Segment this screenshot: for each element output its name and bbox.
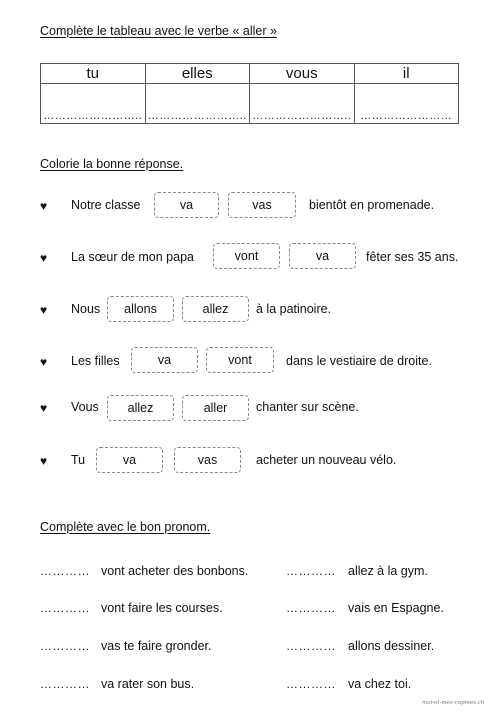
phrase-text: allez à la gym. xyxy=(348,564,428,578)
heart-bullet-icon: ♥ xyxy=(40,355,48,369)
pronoun-header: elles xyxy=(145,64,250,84)
heart-bullet-icon: ♥ xyxy=(40,251,48,265)
pronoun-blank[interactable]: ………… xyxy=(286,601,336,615)
sentence-end: bientôt en promenade. xyxy=(309,198,435,212)
answer-blank: …………………… xyxy=(360,110,453,122)
pronoun-blank[interactable]: ………… xyxy=(40,677,90,691)
answer-blank: …………………….. xyxy=(252,110,352,122)
sentence-end: acheter un nouveau vélo. xyxy=(256,453,397,467)
answer-blank: …………………….. xyxy=(43,110,143,122)
choice-button[interactable]: va xyxy=(154,192,219,218)
choice-button[interactable]: allez xyxy=(107,395,174,421)
answer-blank: …………………….. xyxy=(147,110,247,122)
pronoun-blank[interactable]: ………… xyxy=(286,677,336,691)
sentence-end: à la patinoire. xyxy=(256,302,332,316)
answer-cell[interactable] xyxy=(41,84,146,124)
heart-bullet-icon: ♥ xyxy=(40,303,48,317)
sentence-end: chanter sur scène. xyxy=(256,400,359,414)
sentence-start: Nous xyxy=(71,302,101,316)
sentence-end: fêter ses 35 ans. xyxy=(366,250,459,264)
choice-button[interactable]: va xyxy=(131,347,198,373)
sentence-start: Notre classe xyxy=(71,198,141,212)
heart-bullet-icon: ♥ xyxy=(40,454,48,468)
answer-cell[interactable] xyxy=(250,84,355,124)
choice-button[interactable]: vont xyxy=(213,243,280,269)
section1-title: Complète le tableau avec le verbe « aller » xyxy=(40,24,277,38)
sentence-start: La sœur de mon papa xyxy=(71,250,194,264)
pronoun-header: vous xyxy=(250,64,355,84)
heart-bullet-icon: ♥ xyxy=(40,401,48,415)
sentence-start: Tu xyxy=(71,453,86,467)
phrase-text: va rater son bus. xyxy=(101,677,195,691)
sentence-start: Les filles xyxy=(71,354,120,368)
pronoun-blank[interactable]: ………… xyxy=(286,639,336,653)
pronoun-blank[interactable]: ………… xyxy=(40,601,90,615)
phrase-text: allons dessiner. xyxy=(348,639,435,653)
pronoun-blank[interactable]: ………… xyxy=(40,564,90,578)
choice-button[interactable]: allez xyxy=(182,296,249,322)
pronoun-blank[interactable]: ………… xyxy=(40,639,90,653)
pronoun-header: il xyxy=(354,64,459,84)
phrase-text: vont acheter des bonbons. xyxy=(101,564,249,578)
phrase-text: vais en Espagne. xyxy=(348,601,444,615)
choice-button[interactable]: aller xyxy=(182,395,249,421)
choice-button[interactable]: allons xyxy=(107,296,174,322)
sentence-end: dans le vestiaire de droite. xyxy=(286,354,432,368)
heart-bullet-icon: ♥ xyxy=(40,199,48,213)
answer-cell[interactable] xyxy=(354,84,459,124)
choice-button[interactable]: va xyxy=(96,447,163,473)
pronoun-header: tu xyxy=(41,64,146,84)
section3-title: Complète avec le bon pronom. xyxy=(40,520,211,534)
choice-button[interactable]: va xyxy=(289,243,356,269)
site-credit: moi-et-mes-copines.ch xyxy=(422,700,485,706)
conjugation-table xyxy=(40,63,459,124)
choice-button[interactable]: vas xyxy=(174,447,241,473)
section2-title: Colorie la bonne réponse. xyxy=(40,157,184,171)
phrase-text: vont faire les courses. xyxy=(101,601,223,615)
phrase-text: va chez toi. xyxy=(348,677,412,691)
sentence-start: Vous xyxy=(71,400,99,414)
choice-button[interactable]: vont xyxy=(206,347,274,373)
phrase-text: vas te faire gronder. xyxy=(101,639,212,653)
answer-cell[interactable] xyxy=(145,84,250,124)
choice-button[interactable]: vas xyxy=(228,192,296,218)
pronoun-blank[interactable]: ………… xyxy=(286,564,336,578)
